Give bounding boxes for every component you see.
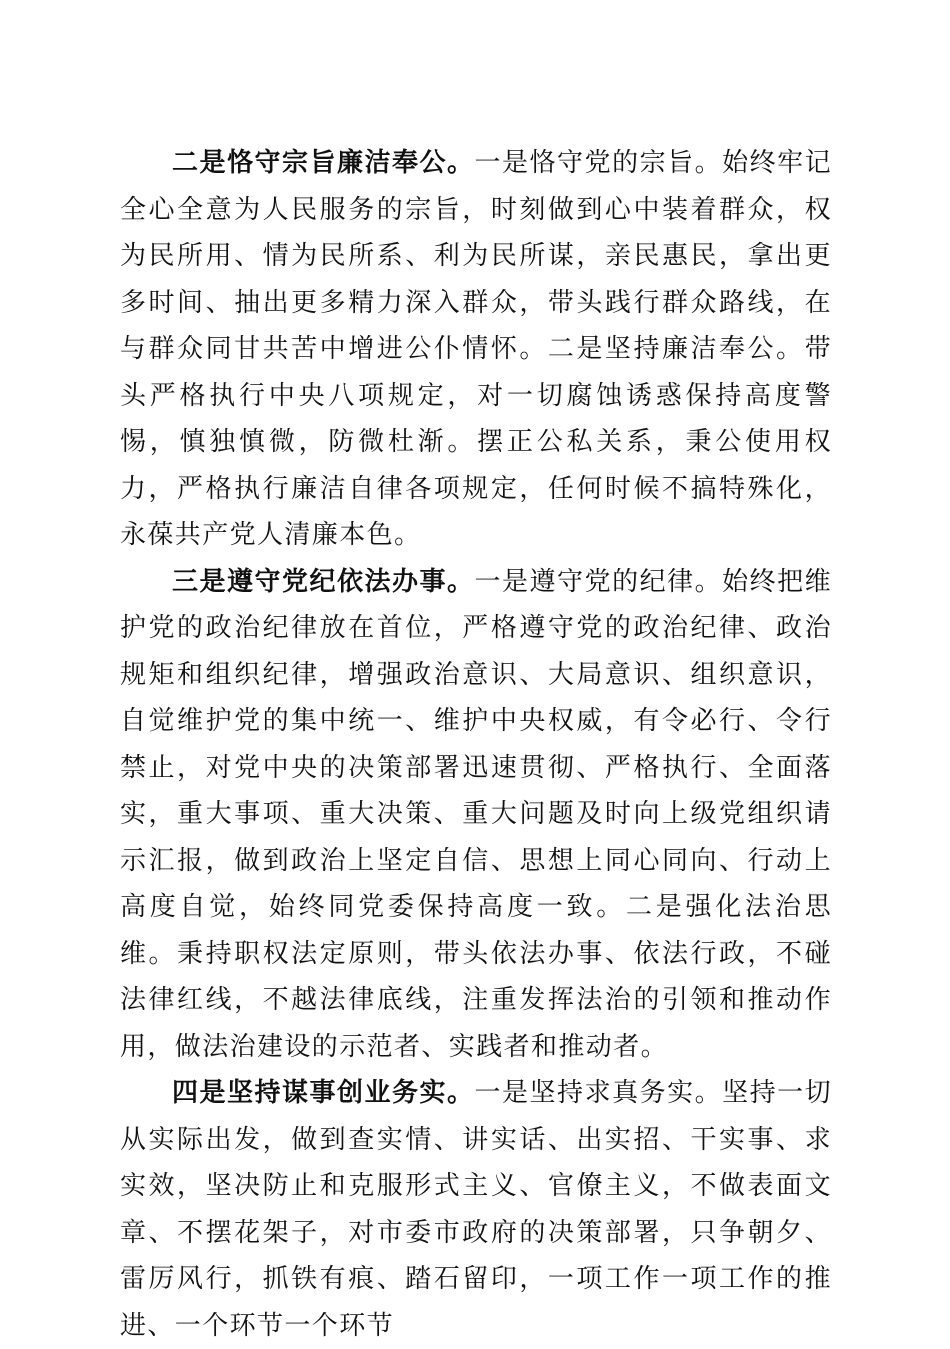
paragraph-text: 一是遵守党的纪律。始终把维护党的政治纪律放在首位，严格遵守党的政治纪律、政治规矩和组织纪律，增强政治意识、大局意识、组织意识，自觉维护党的集中统一、维护中央权威，有令必行、令行禁止，对党中央的决策部署迅速贯彻、严格执行、全面落实，重大事项、重大决策、重大问题及时向上级党组织请示汇报，做到政治上坚定自信、思想上同心同向、行动上高度自觉，始终同党委保持高度一致。二是强化法治思维。秉持职权法定原则，带头依法办事、依法行政，不碰法律红线，不越法律底线，注重发挥法治的引领和推动作用，做法治建设的示范者、实践者和推动者。	[120, 566, 832, 1062]
paragraph-pragmatism	[120, 1070, 832, 1349]
paragraph-text: 一是坚持求真务实。坚持一切从实际出发，做到查实情、讲实话、出实招、干实事、求实效，坚决防止和克服形式主义、官僚主义，不做表面文章、不摆花架子，对市委市政府的决策部署，只争朝夕、雷厉风行，抓铁有痕、踏石留印，一项工作一项工作的推进、一个环节一个环节	[120, 1078, 832, 1341]
paragraph-heading: 四是坚持谋事创业务实。	[172, 1078, 475, 1108]
paragraph-heading: 三是遵守党纪依法办事。	[172, 566, 475, 597]
document-body	[120, 140, 832, 1349]
paragraph-heading: 二是恪守宗旨廉洁奉公。	[172, 148, 475, 178]
paragraph-discipline	[120, 559, 832, 1071]
paragraph-integrity	[120, 140, 832, 559]
paragraph-text: 一是恪守党的宗旨。始终牢记全心全意为人民服务的宗旨，时刻做到心中装着群众，权为民所用、情为民所系、利为民所谋，亲民惠民，拿出更多时间、抽出更多精力深入群众，带头践行群众路线，在与群众同甘共苦中增进公仆情怀。二是坚持廉洁奉公。带头严格执行中央八项规定，对一切腐蚀诱惑保持高度警惕，慎独慎微，防微杜渐。摆正公私关系，秉公使用权力，严格执行廉洁自律各项规定，任何时候不搞特殊化，永葆共产党人清廉本色。	[120, 148, 832, 550]
